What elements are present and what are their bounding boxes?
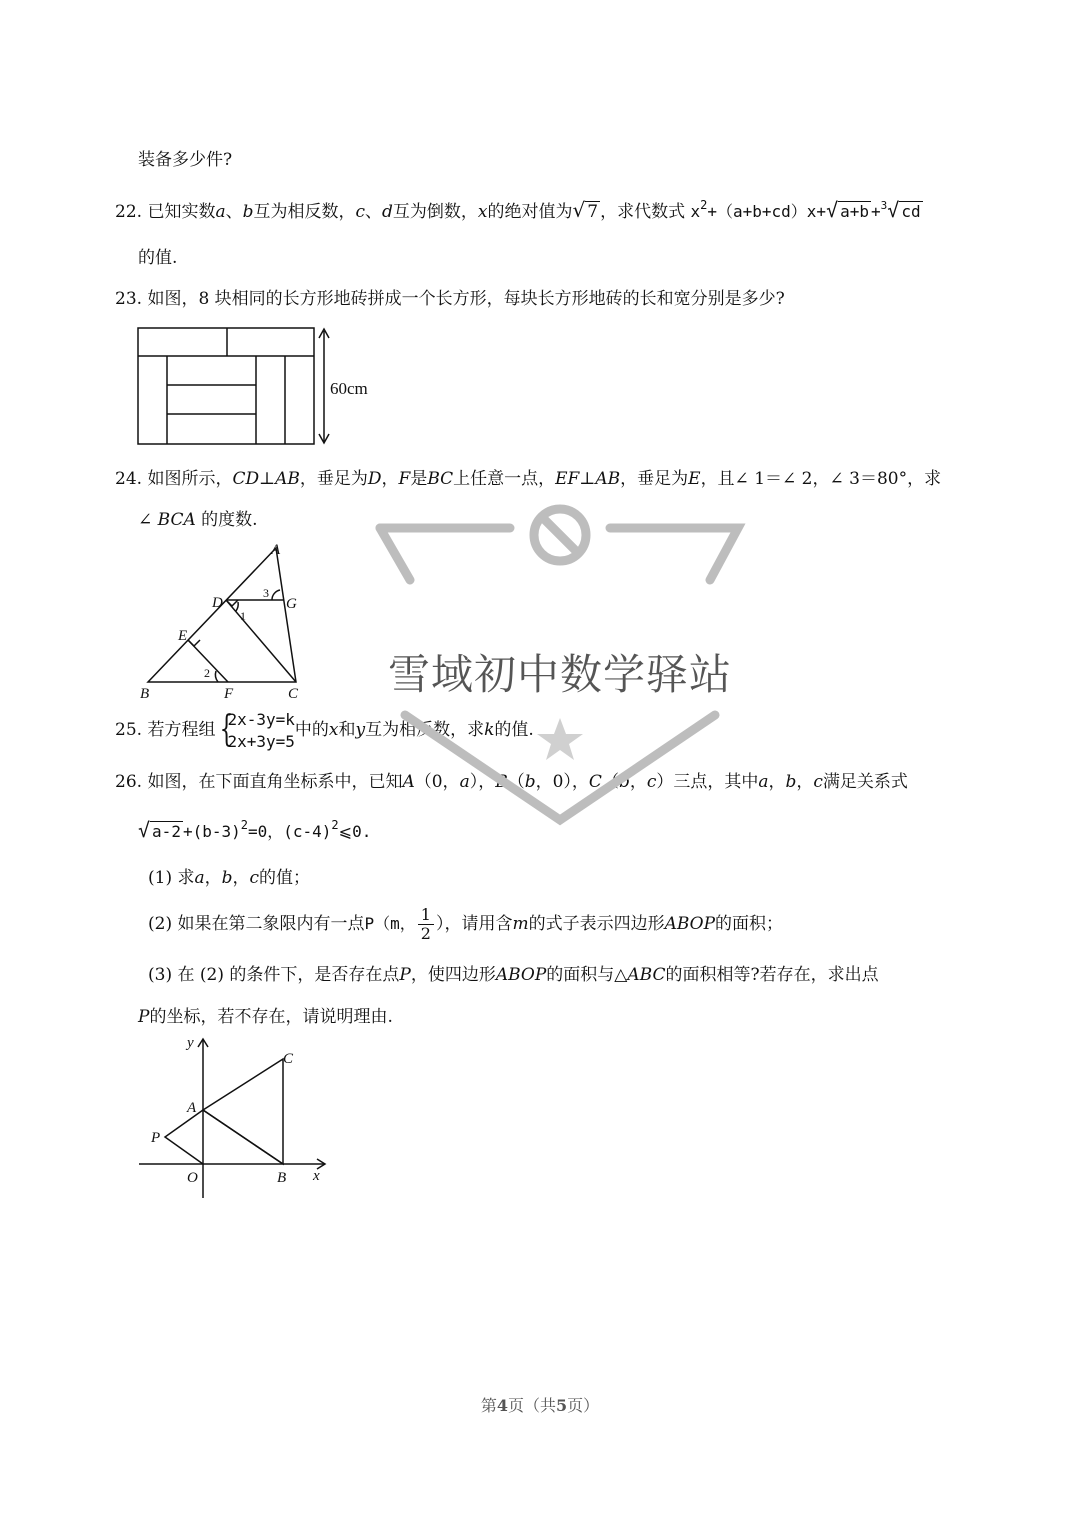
svg-text:E: E xyxy=(178,628,188,644)
question-26-part2: (2) 如果在第二象限内有一点P（m， $\frac{1}{2}$ ），请用含m的式子表示四边形ABOP的面积； xyxy=(148,905,784,943)
q24-number: 24. xyxy=(115,469,143,489)
svg-text:x: x xyxy=(313,1168,320,1184)
triangle-abc xyxy=(203,1059,283,1164)
fraction-half: $\frac{1}{2}$ xyxy=(418,906,434,943)
tile-outline xyxy=(138,328,314,444)
equation-system: { 2x-3y=k 2x+3y=5 xyxy=(220,708,295,751)
svg-text:B: B xyxy=(140,686,150,702)
svg-text:D: D xyxy=(212,595,223,611)
q22-expression: $x^2+(a+b+cd)x+√$ a+b +$^3$√ cd xyxy=(690,198,921,222)
star-icon xyxy=(537,718,583,760)
q23-number: 23. xyxy=(115,289,143,309)
segment-ap-po xyxy=(165,1110,203,1164)
svg-text:2: 2 xyxy=(204,666,210,680)
page-footer: 第4页（共5页） xyxy=(480,1396,600,1415)
svg-text:3: 3 xyxy=(263,586,269,600)
svg-text:C: C xyxy=(288,686,299,702)
question-26-line1: 26. 如图，在下面直角坐标系中，已知A（0，a），B（b，0），C（b，c）三点，其中a，b，c满足关系式 xyxy=(115,772,908,792)
sqrt-symbol: √ xyxy=(572,198,586,222)
question-26-part1: (1) 求a，b，c的值； xyxy=(148,868,311,888)
question-24-line1: 24. 如图所示，CD⊥AB，垂足为D，F是BC上任意一点，EF⊥AB，垂足为E，且∠ 1＝∠ 2，∠ 3＝80°，求 xyxy=(115,469,942,489)
svg-text:C: C xyxy=(283,1051,294,1067)
page-total: 5 xyxy=(556,1396,568,1415)
svg-text:y: y xyxy=(187,1035,194,1051)
page-number: 4 xyxy=(496,1396,508,1415)
svg-text:A: A xyxy=(271,542,281,558)
question-25: 25. 若方程组 { 2x-3y=k 2x+3y=5 中的x和y互为相反数，求k的值. xyxy=(115,708,534,751)
svg-text:O: O xyxy=(187,1170,198,1186)
question-26-part3: (3) 在 (2) 的条件下，是否存在点P，使四边形ABOP的面积与△ABC的面积相等?若存在，求出点 xyxy=(148,965,879,985)
svg-text:1: 1 xyxy=(240,609,246,623)
question-26-line2: √ $a-2 +(b-3)^2=0$，$(c-4)^2⩽0$. xyxy=(138,818,372,842)
triangle-abc xyxy=(148,548,296,682)
svg-text:P: P xyxy=(151,1130,161,1146)
question-23: 23. 如图，8 块相同的长方形地砖拼成一个长方形，每块长方形地砖的长和宽分别是多少? xyxy=(115,289,785,309)
svg-text:G: G xyxy=(286,596,297,612)
tile-layout xyxy=(130,322,390,452)
coordinate-figure xyxy=(135,1033,335,1203)
q25-number: 25. xyxy=(115,720,143,740)
q26-number: 26. xyxy=(115,772,143,792)
q22-number: 22. xyxy=(115,202,143,222)
question-26-part3-line2: P的坐标，若不存在，请说明理由. xyxy=(138,1007,393,1027)
watermark-text: 雪域初中数学驿站 xyxy=(388,650,733,699)
question-22-line1: 22. 已知实数a、b互为相反数，c、d互为倒数，x的绝对值为√ 7 ，求代数式 $x^2+(a+b+cd)x+√$ a+b +$^3$√ cd xyxy=(115,198,921,222)
svg-text:F: F xyxy=(224,686,234,702)
triangle-figure xyxy=(138,540,318,705)
svg-text:B: B xyxy=(277,1170,287,1186)
q21-tail: 装备多少件? xyxy=(138,150,233,170)
dimension-label: 60cm xyxy=(330,379,368,398)
svg-text:A: A xyxy=(187,1100,197,1116)
question-24-line2: ∠ BCA 的度数. xyxy=(138,510,258,530)
question-22-line2: 的值. xyxy=(138,248,178,268)
